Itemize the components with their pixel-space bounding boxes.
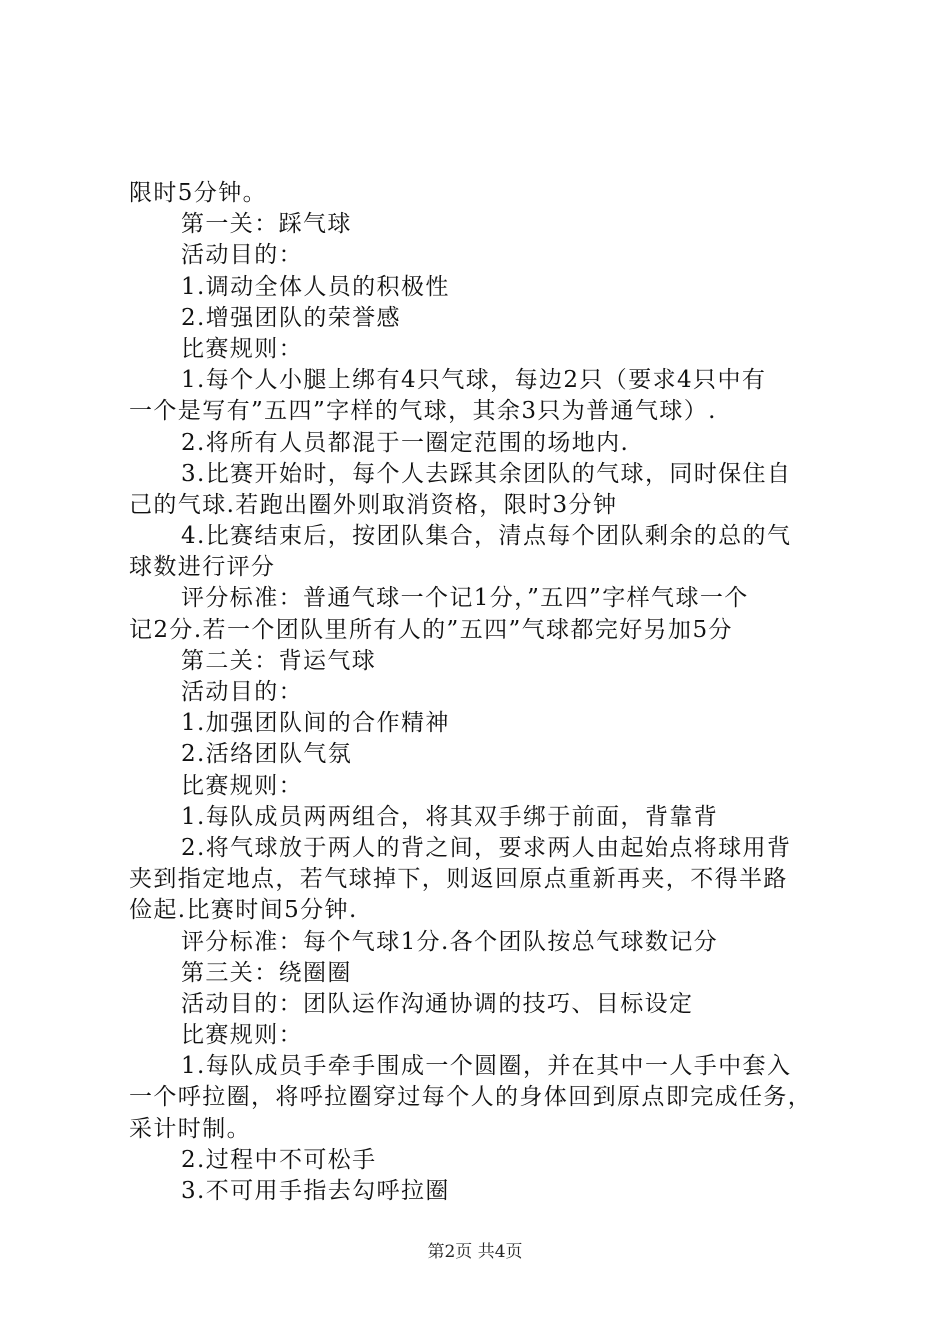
list-item: 1.每队成员手牵手围成一个圆圈，并在其中一人手中套入	[181, 1053, 792, 1080]
list-item: 1.每个人小腿上绑有4只气球，每边2只（要求4只中有	[181, 367, 767, 394]
text-line: 比赛规则：	[181, 335, 303, 362]
text-line: 己的气球.若跑出圈外则取消资格，限时3分钟	[129, 491, 618, 518]
list-item: 3.不可用手指去勾呼拉圈	[181, 1178, 450, 1204]
text-line: 采计时制。	[129, 1115, 251, 1142]
text-line: 夹到指定地点，若气球掉下，则返回原点重新再夹，不得半路	[129, 866, 788, 893]
text-line: 限时5分钟。	[129, 180, 268, 206]
text-line: 俭起.比赛时间5分钟.	[129, 897, 358, 924]
text-line: 评分标准：每个气球1分.各个团队按总气球数记分	[181, 928, 719, 955]
list-item: 1.调动全体人员的积极性	[181, 273, 450, 300]
text-line: 活动目的：团队运作沟通协调的技巧、目标设定	[181, 990, 694, 1017]
list-item: 2.增强团队的荣誉感	[181, 304, 401, 331]
heading-level-3: 第三关：绕圈圈	[181, 959, 352, 986]
text-line: 记2分.若一个团队里所有人的”五四”气球都完好另加5分	[129, 616, 733, 643]
text-line: 一个呼拉圈，将呼拉圈穿过每个人的身体回到原点即完成任务，	[129, 1084, 813, 1111]
list-item: 4.比赛结束后，按团队集合，清点每个团队剩余的总的气	[181, 523, 792, 550]
list-item: 1.加强团队间的合作精神	[181, 710, 450, 737]
text-line: 活动目的：	[181, 242, 303, 269]
heading-level-1: 第一关：踩气球	[181, 211, 352, 238]
list-item: 2.活络团队气氛	[181, 741, 353, 768]
text-line: 球数进行评分	[129, 554, 276, 581]
heading-level-2: 第二关：背运气球	[181, 647, 377, 674]
text-line: 一个是写有”五四”字样的气球，其余3只为普通气球）.	[129, 398, 717, 425]
list-item: 1.每队成员两两组合，将其双手绑于前面，背靠背	[181, 803, 719, 830]
text-line: 比赛规则：	[181, 772, 303, 799]
text-line: 评分标准：普通气球一个记1分，”五四”字样气球一个	[181, 585, 749, 612]
list-item: 3.比赛开始时，每个人去踩其余团队的气球，同时保住自	[181, 460, 792, 487]
text-line: 比赛规则：	[181, 1022, 303, 1049]
text-line: 活动目的：	[181, 679, 303, 705]
list-item: 2.过程中不可松手	[181, 1146, 377, 1173]
list-item: 2.将气球放于两人的背之间，要求两人由起始点将球用背	[181, 834, 792, 861]
document-body	[129, 178, 841, 1207]
list-item: 2.将所有人员都混于一圈定范围的场地内.	[181, 429, 630, 456]
page-footer: 第2页 共4页	[427, 1242, 523, 1262]
